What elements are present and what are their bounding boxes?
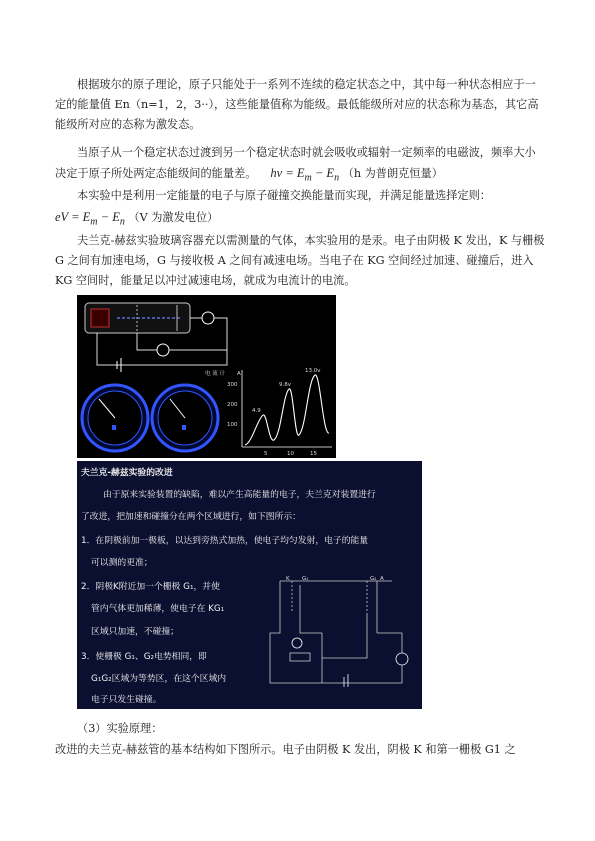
x-tick-10: 10 — [287, 451, 294, 457]
excitation-note: （V 为激发电位） — [128, 211, 219, 224]
apparatus-svg — [77, 295, 336, 458]
slide-item-2a: 2．阴极K附近加一个栅极 G₁，并使 — [81, 582, 220, 592]
meter-right — [152, 385, 218, 451]
paragraph-energy-rule: 本实验中是利用一定能量的电子与原子碰撞交换能量而实现，并满足能量选择定则： — [77, 189, 491, 202]
figure-franck-hertz-apparatus — [77, 295, 336, 458]
paragraph-franck-hertz: 夫兰克-赫兹实验玻璃容器充以需测量的气体，本实验用的是汞。电子由阴极 K 发出，K 与栅极 G 之间有加速电场，G 与接收极 A 之间有减速电场。当电子在 KG 空间经过加速、碰撞后，进入 KG 空间时，能量足以冲过减速电场，就成为电流计的电流。 — [55, 234, 545, 287]
slide-line-2: 了改进，把加速和碰撞分在两个区域进行，如下图所示： — [81, 512, 301, 522]
peak-label-2: 9.8v — [279, 382, 292, 388]
slide-item-3c: 电子只发生碰撞。 — [91, 695, 162, 705]
slide-circuit-diagram — [262, 573, 417, 688]
slide-item-3a: 3．使栅极 G₁、G₂电势相同，即 — [81, 652, 207, 662]
y-tick-200: 200 — [227, 402, 238, 408]
slide-item-1b: 可以测的更准； — [91, 558, 153, 568]
diagram-label-g1: G₁ — [302, 576, 309, 582]
slide-item-1a: 1．在阴极前加一极板，以达到旁热式加热，使电子均匀发射，电子的能量 — [81, 536, 369, 546]
x-tick-15: 15 — [310, 451, 317, 457]
x-tick-5: 5 — [264, 451, 268, 457]
planck-note: （h 为普朗克恒量） — [342, 167, 443, 180]
y-tick-300: 300 — [227, 382, 238, 388]
paragraph-improved-tube: 改进的夫兰克-赫兹管的基本结构如下图所示。电子由阴极 K 发出，阴极 K 和第一栅极 G1 之 — [55, 743, 516, 756]
paragraph-bohr-theory: 根据玻尔的原子理论，原子只能处于一系列不连续的稳定状态之中，其中每一种状态相应于一定的能量值 En（n=1，2，3··），这些能量值称为能级。最低能级所对应的状态称为基态，其它高能级所对应的态称为激发态。 — [55, 78, 539, 131]
slide-line-1: 由于原来实验装置的缺陷，难以产生高能量的电子，夫兰克对装置进行 — [103, 490, 376, 500]
meter-left — [82, 385, 148, 451]
slide-item-2c: 区域只加速，不碰撞； — [91, 627, 179, 637]
slide-title: 夫兰克-赫兹实验的改进 — [81, 468, 173, 478]
paragraph-transition — [55, 143, 545, 189]
iv-curve-plot — [227, 368, 332, 457]
meter-label: 电 流 计 — [205, 371, 225, 377]
equation-ev: eV = $E_m - E_n$ — [55, 210, 125, 228]
slide-item-3b: G₁G₂区域为等势区，在这个区域内 — [91, 674, 227, 684]
y-axis-label: A — [237, 371, 241, 377]
slide-franck-hertz-improvement — [77, 461, 422, 709]
peak-label-3: 13.0v — [305, 368, 321, 374]
diagram-label-g2: G₂ — [370, 576, 377, 582]
diagram-label-a: A — [380, 576, 384, 582]
section-3-heading: （3）实验原理： — [77, 722, 163, 735]
y-tick-100: 100 — [227, 422, 238, 428]
diagram-label-k: K — [286, 576, 290, 582]
equation-h-nu: $h\nu = E_m - E_n$ — [270, 166, 340, 184]
peak-label-1: 4.9 — [252, 408, 261, 414]
slide-item-2b: 管内气体更加稀薄，使电子在 KG₁ — [91, 604, 225, 614]
paragraph-transition-text: 当原子从一个稳定状态过渡到另一个稳定状态时就会吸收或辐射一定频率的电磁波，频率大小决定于原子所处两定态能级间的能量差。 — [55, 146, 536, 180]
equation-line — [55, 207, 545, 233]
